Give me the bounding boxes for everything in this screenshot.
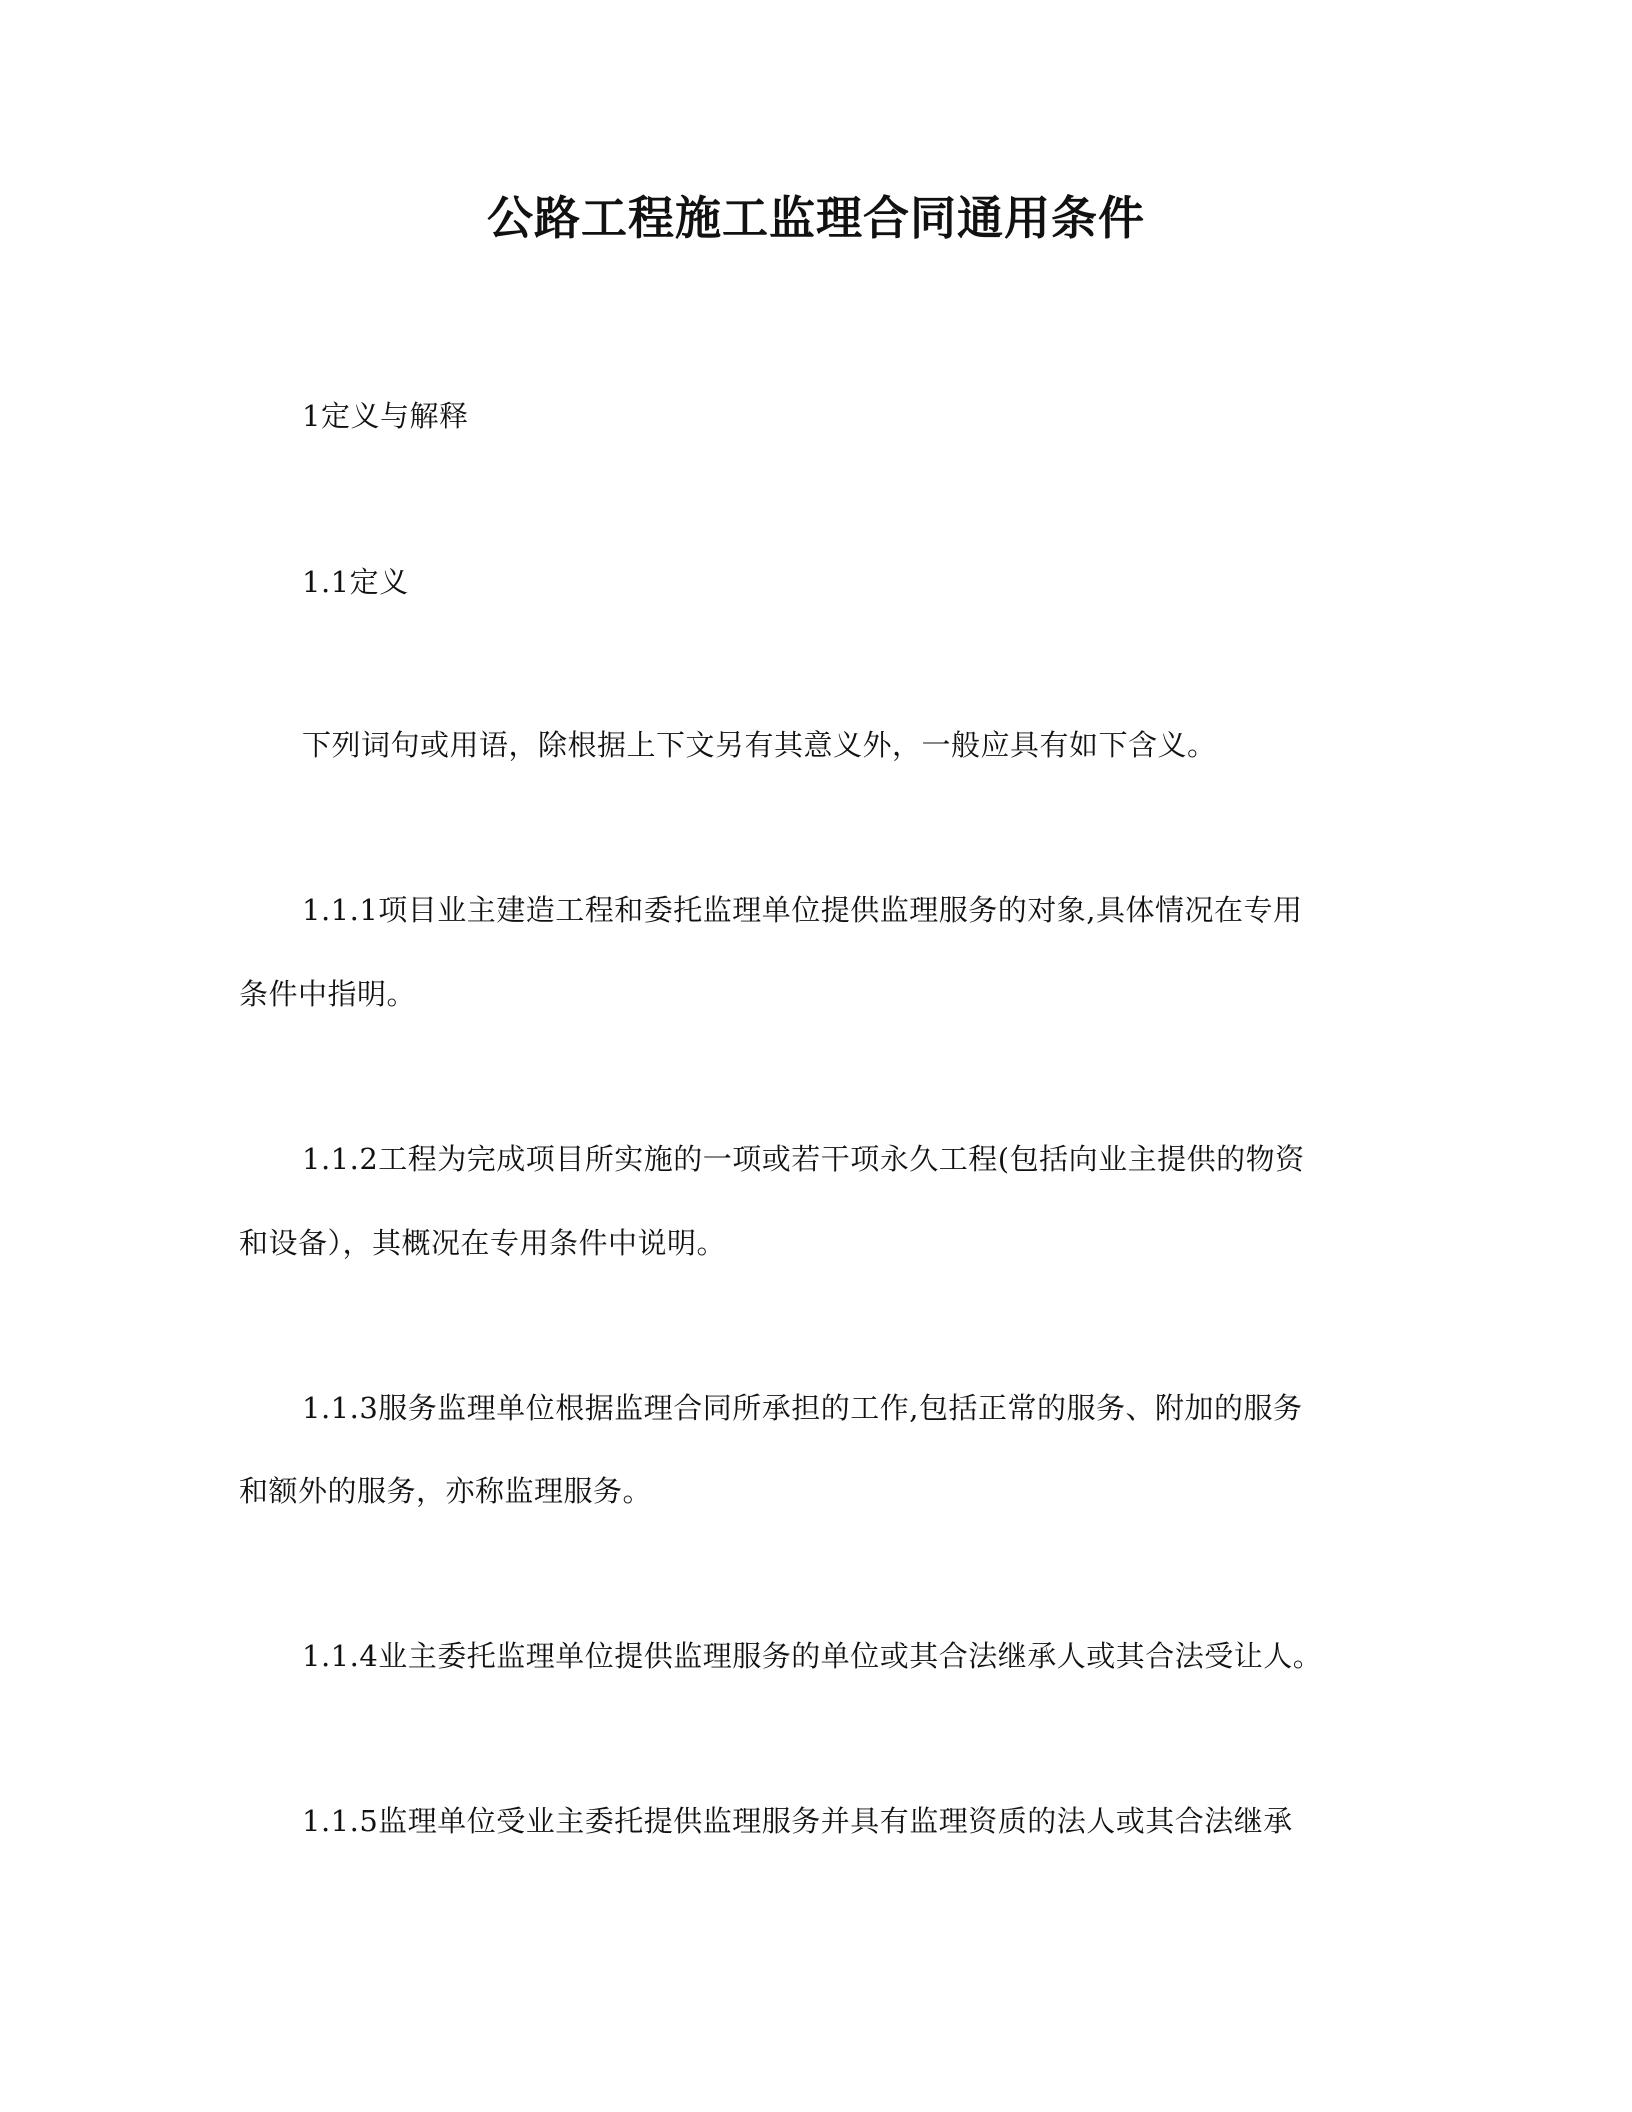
document-title: 公路工程施工监理合同通用条件 (487, 191, 1145, 245)
clause-1-1-2-line-2: 和设备），其概况在专用条件中说明。 (239, 1226, 727, 1260)
clause-1-1-5-line-1: 1.1.5监理单位受业主委托提供监理服务并具有监理资质的法人或其合法继承 (302, 1804, 1293, 1838)
subsection-heading: 1.1定义 (302, 565, 409, 599)
clause-1-1-4: 1.1.4业主委托监理单位提供监理服务的单位或其合法继承人或其合法受让人。 (302, 1639, 1323, 1673)
intro-paragraph: 下列词句或用语，除根据上下文另有其意义外，一般应具有如下含义。 (302, 728, 1217, 762)
clause-1-1-3-line-1: 1.1.3服务监理单位根据监理合同所承担的工作,包括正常的服务、附加的服务 (302, 1391, 1303, 1425)
clause-1-1-2-line-1: 1.1.2工程为完成项目所实施的一项或若干项永久工程(包括向业主提供的物资 (302, 1142, 1305, 1176)
clause-1-1-3-line-2: 和额外的服务，亦称监理服务。 (239, 1474, 653, 1508)
clause-1-1-1-line-1: 1.1.1项目业主建造工程和委托监理单位提供监理服务的对象,具体情况在专用 (302, 893, 1303, 927)
section-heading: 1定义与解释 (302, 399, 469, 433)
clause-1-1-1-line-2: 条件中指明。 (239, 977, 417, 1011)
